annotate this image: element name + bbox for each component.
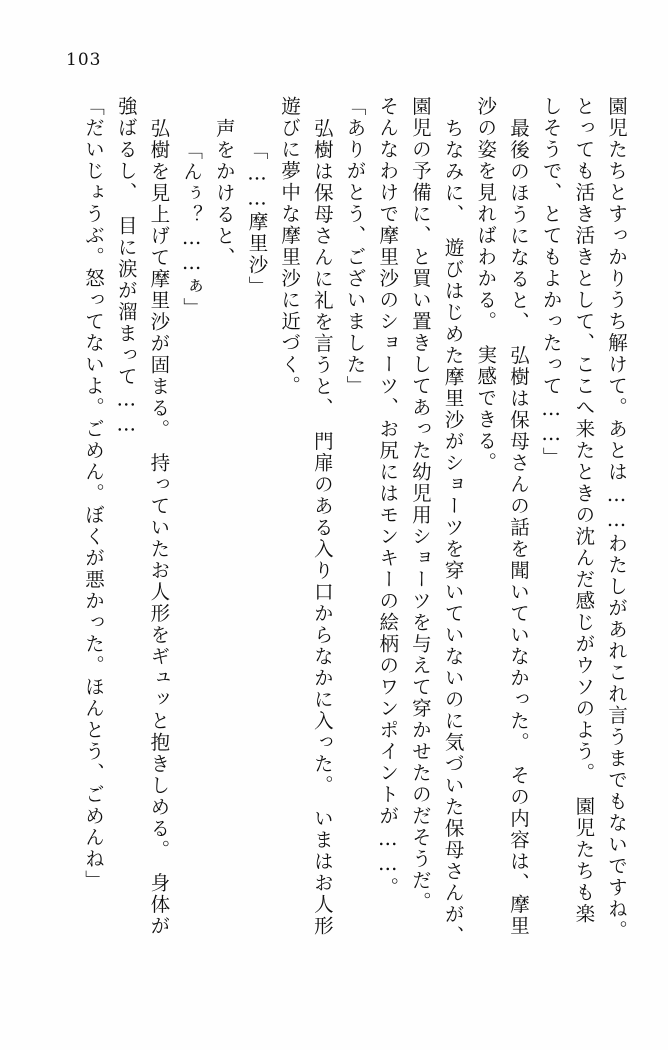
text-line: 最後のほうになると、 弘樹は保母さんの話を聞いていなかった。 その内容は、摩里 <box>506 118 530 937</box>
text-line: 「だいじょうぶ。怒ってないよ。ごめん。ぼくが悪かった。ほんとう、ごめんね」 <box>82 96 105 892</box>
text-line: 園児の予備に、と買い置きしてあった幼児用ショーツを与えて穿かせたのだそうだ。 <box>408 96 432 913</box>
text-line: 弘樹を見上げて摩里沙が固まる。 持っていたお人形をギュッと抱きしめる。 身体が <box>147 118 171 937</box>
text-line: ちなみに、 遊びはじめた摩里沙がショーツを穿いていないのに気づいた保母さんが、 <box>441 118 465 947</box>
vertical-text-body <box>70 96 626 996</box>
page-number: 103 <box>66 50 102 70</box>
text-line: 弘樹は保母さんに礼を言うと、 門扉のある入り口からなかに入った。 いまはお人形 <box>310 118 334 937</box>
text-line: そんなわけで摩里沙のショーツ、お尻にはモンキーの絵柄のワンポイントが……。 <box>376 96 400 899</box>
text-line: 声をかけると、 <box>212 118 236 269</box>
text-line: 「ありがとう、ございました」 <box>343 96 367 397</box>
text-line: 「んぅ？……ぁ」 <box>180 140 204 319</box>
text-line: 「……摩里沙」 <box>245 140 269 298</box>
text-line: 遊びに夢中な摩里沙に近づく。 <box>278 96 302 397</box>
text-line: 沙の姿を見ればわかる。 実感できる。 <box>474 96 498 474</box>
text-line: しそうで、とてもよかったって……」 <box>539 96 563 469</box>
text-line: とっても活き活きとして、ここへ来たときの沈んだ感じがウソのよう。 園児たちも楽 <box>572 96 596 925</box>
text-line: 園児たちとすっかりうち解けて。あとは……わたしがあれこれ言うまでもないですね。 <box>605 96 628 942</box>
text-line: 強ばるし、 目に涙が溜まって…… <box>114 96 138 438</box>
